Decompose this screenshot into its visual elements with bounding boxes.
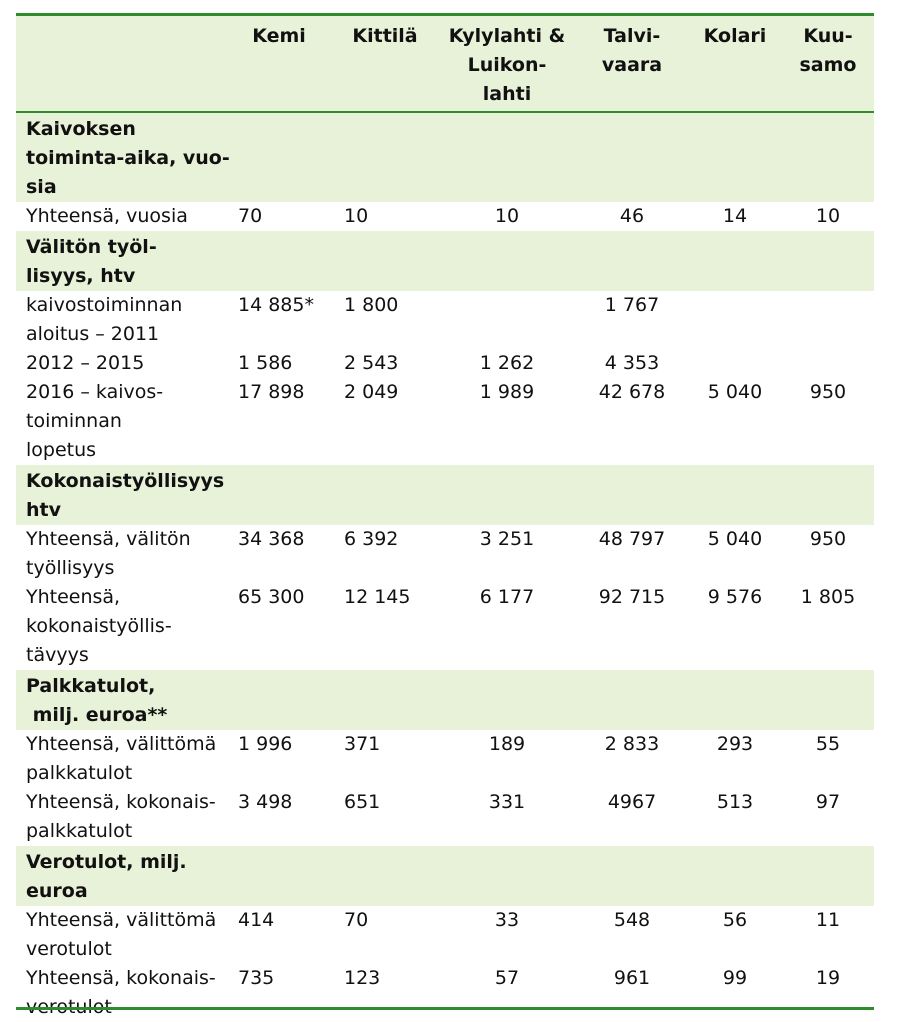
table-cell: 331 (488, 791, 526, 813)
row-label: 2012 – 2015 (26, 352, 145, 374)
table-row (16, 906, 874, 964)
table-cell: 1 800 (344, 294, 399, 316)
table-row (16, 730, 874, 788)
table-cell: 1 262 (479, 352, 535, 374)
row-label: Yhteensä, kokonais- palkkatulot (26, 791, 216, 842)
table-row (16, 583, 874, 670)
header-cell-talvivaara: Talvi- vaara (601, 25, 663, 76)
header-cell-kylylahti: Kylylahti & Luikon- lahti (448, 25, 566, 105)
table-cell: 70 (238, 205, 263, 227)
table-cell: 57 (494, 967, 520, 989)
header-cell-kemi: Kemi (252, 25, 306, 47)
table-cell: 33 (494, 909, 520, 931)
table-cell: 1 767 (604, 294, 660, 316)
row-label: Yhteensä, välittömä palkkatulot (26, 733, 217, 784)
table-row (16, 525, 874, 583)
table-cell: 97 (815, 791, 841, 813)
table-cell: 371 (344, 733, 381, 755)
table-cell: 6 177 (479, 586, 535, 608)
table-cell: 10 (815, 205, 841, 227)
table-cell: 92 715 (598, 586, 666, 608)
table-cell: 950 (809, 528, 847, 550)
section-header-row (16, 846, 874, 906)
table-cell: 12 145 (344, 586, 411, 608)
table-cell: 56 (722, 909, 748, 931)
section-header-row (16, 465, 874, 525)
table-cell: 4 353 (604, 352, 660, 374)
table-cell: 34 368 (238, 528, 305, 550)
table-cell: 17 898 (238, 381, 305, 403)
header-cell-kolari: Kolari (703, 25, 767, 47)
mining-impact-table (16, 16, 874, 1022)
row-label: kaivostoiminnan aloitus – 2011 (26, 294, 183, 345)
table-row (16, 964, 874, 1022)
table-cell: 2 049 (344, 381, 399, 403)
table-cell: 10 (344, 205, 369, 227)
table-cell (438, 291, 576, 349)
table-cell: 5 040 (707, 381, 763, 403)
table-cell (688, 349, 782, 378)
table-cell: 14 885* (238, 294, 314, 316)
row-label: 2016 – kaivos- toiminnan lopetus (26, 381, 164, 461)
section-title: Palkkatulot, milj. euroa** (16, 670, 874, 730)
table-row (16, 202, 874, 231)
table-cell: 5 040 (707, 528, 763, 550)
table-cell: 55 (815, 733, 841, 755)
section-header-row (16, 231, 874, 291)
section-title: Verotulot, milj. euroa (16, 846, 874, 906)
table-row (16, 291, 874, 349)
table-cell: 513 (716, 791, 754, 813)
table-cell (782, 349, 874, 378)
table-cell: 3 498 (238, 791, 293, 813)
header-cell-label (16, 16, 226, 111)
section-title: Kokonaistyöllisyys htv (16, 465, 874, 525)
section-header-row (16, 113, 874, 202)
row-label: Yhteensä, kokonaistyöllis- tävyys (26, 586, 172, 666)
header-cell-kittila: Kittilä (352, 25, 418, 47)
row-label: Yhteensä, kokonais- (26, 967, 216, 989)
table-cell: 4967 (607, 791, 657, 813)
table-cell: 9 576 (707, 586, 763, 608)
section-header-row (16, 670, 874, 730)
row-label: Yhteensä, välitön työllisyys (26, 528, 191, 579)
row-label: Yhteensä, vuosia (26, 205, 188, 227)
table-cell: 65 300 (238, 586, 305, 608)
table-cell: 2 543 (344, 352, 399, 374)
table-cell: 48 797 (598, 528, 666, 550)
table-cell: 1 586 (238, 352, 293, 374)
table-cell: 735 (238, 967, 275, 989)
table-cell: 123 (344, 967, 381, 989)
table-cell: 651 (344, 791, 381, 813)
table-cell: 99 (722, 967, 748, 989)
table-row (16, 349, 874, 378)
table-cell: 6 392 (344, 528, 399, 550)
table-cell: 1 805 (800, 586, 856, 608)
table-cell: 11 (815, 909, 841, 931)
table-cell: 548 (613, 909, 651, 931)
table-cell: 950 (809, 381, 847, 403)
header-row (16, 16, 874, 111)
header-cell-kuusamo: Kuu- samo (799, 25, 857, 76)
table-cell: 3 251 (479, 528, 535, 550)
table-cell: 189 (488, 733, 526, 755)
table-row (16, 378, 874, 465)
table-cell: 19 (815, 967, 841, 989)
table-cell: 293 (716, 733, 754, 755)
row-label: Yhteensä, välittömä verotulot (26, 909, 217, 960)
table-row (16, 788, 874, 846)
table-cell (782, 291, 874, 349)
section-title: Välitön työl- lisyys, htv (16, 231, 874, 291)
bottom-rule (16, 1007, 874, 1010)
table-cell: 46 (619, 205, 645, 227)
table-cell: 1 996 (238, 733, 293, 755)
table-cell: 70 (344, 909, 369, 931)
table-body (16, 113, 874, 1022)
table-cell: 1 989 (479, 381, 535, 403)
table-cell: 14 (722, 205, 748, 227)
table-cell: 42 678 (598, 381, 666, 403)
table-cell: 414 (238, 909, 275, 931)
table-cell: 2 833 (604, 733, 660, 755)
section-title: Kaivoksen toiminta-aika, vuo- sia (16, 113, 874, 202)
table-cell (688, 291, 782, 349)
table-cell: 961 (613, 967, 651, 989)
table-cell: 10 (494, 205, 520, 227)
